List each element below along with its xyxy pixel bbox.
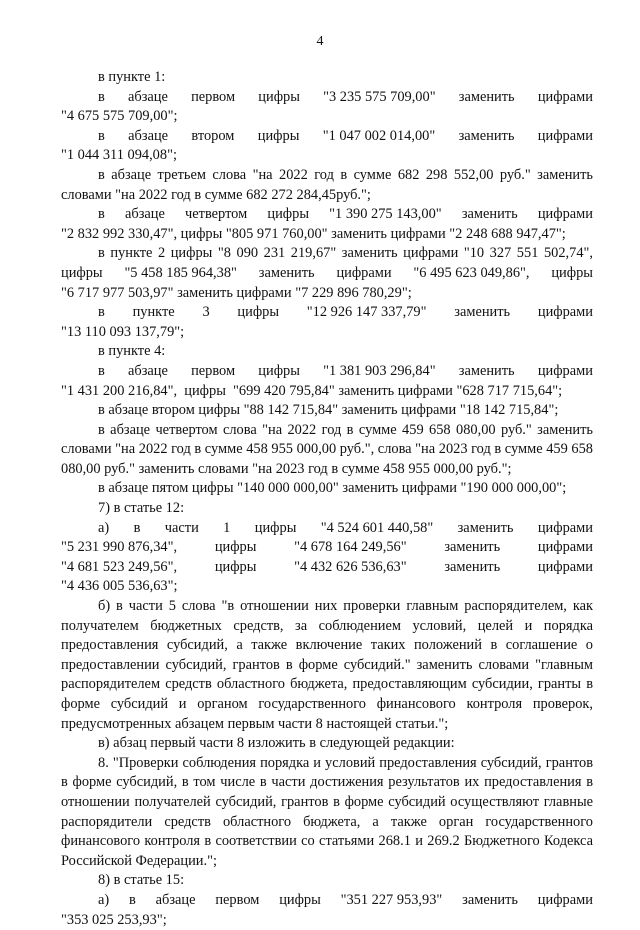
paragraph: "2 832 992 330,47", цифры "805 971 760,00" заменить цифрами "2 248 688 947,47";	[61, 225, 566, 242]
paragraph: "6 717 977 503,97" заменить цифрами "7 229 896 780,29";	[61, 284, 412, 301]
spread-line	[61, 558, 593, 578]
word: цифры	[258, 362, 300, 379]
word: "4 432 626 536,63"	[294, 558, 407, 575]
word: абзаце	[128, 362, 168, 379]
word: "4 678 164 249,56"	[294, 539, 407, 556]
paragraph: в пункте 1:	[98, 69, 166, 85]
paragraph: в абзаце пятом цифры "140 000 000,00" заменить цифрами "190 000 000,00";	[98, 480, 567, 497]
word: заменить	[458, 88, 515, 105]
word: цифрами	[537, 206, 593, 223]
word: абзаце	[155, 891, 196, 908]
paragraph: в) абзац первый части 8 изложить в следующей редакции:	[98, 735, 455, 752]
word: 3	[202, 304, 210, 321]
word: цифры	[214, 558, 257, 575]
word: части	[164, 519, 199, 536]
word: в	[98, 127, 105, 144]
paragraph: "353 025 253,93";	[61, 911, 167, 928]
spread-line	[61, 88, 593, 108]
word: а)	[98, 519, 110, 536]
paragraph: в пункте 4:	[98, 343, 166, 360]
word: "5 458 185 964,38"	[124, 264, 237, 281]
page-number: 4	[316, 34, 324, 49]
spread-line	[61, 205, 593, 225]
word: цифрами	[537, 891, 593, 908]
word: первом	[215, 891, 260, 908]
word: а)	[98, 891, 110, 908]
word: цифры	[214, 539, 257, 556]
word: заменить	[462, 891, 518, 908]
word: цифры	[279, 891, 321, 908]
paragraph: "13 110 093 137,79";	[61, 323, 185, 340]
word: цифрами	[336, 264, 392, 281]
word: "4 681 523 249,56",	[61, 558, 178, 575]
word: абзаце	[124, 206, 165, 223]
word: четвертом	[185, 206, 248, 223]
paragraph: 8) в статье 15:	[98, 872, 185, 889]
paragraph: 8. "Проверки соблюдения порядка и условий предоставления субсидий, грантов в форме субсидий, в том числе в части достижения результатов их предоставления в отношении получателей субсидий, грантов в форме субсидий осуществляют главные распорядители средств областного бюджета, а также орган государственного финансового контроля в соответствии со статьями 268.1 и 269.2 Бюджетного Кодекса Российской Федерации.";	[61, 754, 593, 869]
word: цифры	[237, 304, 280, 321]
word: в	[98, 304, 105, 321]
word: цифрами	[537, 304, 593, 321]
word: втором	[191, 127, 235, 144]
word: "6 495 623 049,86",	[413, 264, 530, 281]
word: цифрами	[537, 127, 593, 144]
word: заменить	[454, 304, 511, 321]
word: заменить	[458, 127, 515, 144]
spread-line	[61, 519, 593, 539]
paragraph: в пункте 2 цифры "8 090 231 219,67" заменить цифрами "10 327 551 502,74",	[98, 245, 593, 262]
spread-line	[61, 127, 593, 147]
spread-line	[61, 362, 593, 382]
paragraph: "4 436 005 536,63";	[61, 578, 178, 595]
word: "1 390 275 143,00"	[329, 206, 442, 223]
word: цифрами	[537, 88, 593, 105]
document-body	[61, 68, 593, 930]
word: в	[129, 891, 136, 908]
word: заменить	[444, 558, 501, 575]
word: "1 381 903 296,84"	[323, 362, 436, 379]
paragraph: б) в части 5 слова "в отношении них проверки главным распорядителем, как получателем бюджетных средств, за соблюдением условий, целей и порядка предоставления субсидий, а также включение таких положений в соглашение о предоставлении субсидий, грантов в форме субсидий." заменить словами "главным распорядителем средств областного бюджета, предоставляющим субсидии, гранты в форме субсидий и органом государственного финансового контроля проверок, предусмотренных абзацем первым части 8 настоящей статьи.";	[61, 598, 593, 732]
paragraph: "4 675 575 709,00";	[61, 108, 178, 125]
word: цифры	[254, 519, 297, 536]
spread-line	[61, 264, 593, 284]
word: "5 231 990 876,34",	[61, 539, 178, 556]
spread-line	[61, 303, 593, 323]
paragraph: в абзаце четвертом слова "на 2022 год в сумме 459 658 080,00 руб." заменить словами "на 2022 год в сумме 458 955 000,00 руб.", слова "на 2023 год в сумме 459 658 080,00 руб." заменить словами "на 2023 год в сумме 458 955 000,00 руб.";	[61, 421, 593, 477]
word: абзаце	[128, 88, 168, 105]
word: заменить	[457, 519, 514, 536]
word: 1	[223, 519, 231, 536]
word: первом	[191, 362, 236, 379]
word: заменить	[461, 206, 518, 223]
word: "3 235 575 709,00"	[323, 88, 436, 105]
word: цифры	[267, 206, 309, 223]
word: в	[133, 519, 141, 536]
paragraph: в абзаце третьем слова "на 2022 год в сумме 682 298 552,00 руб." заменить словами "на 2022 год в сумме 682 272 284,45руб.";	[61, 166, 593, 203]
word: пункте	[132, 304, 175, 321]
word: абзаце	[128, 127, 169, 144]
spread-line	[61, 538, 593, 558]
word: "4 524 601 440,58"	[320, 519, 434, 536]
word: в	[98, 206, 105, 223]
paragraph: "1 431 200 216,84", цифры "699 420 795,84" заменить цифрами "628 717 715,64";	[61, 382, 563, 399]
word: заменить	[458, 362, 515, 379]
paragraph: в абзаце втором цифры "88 142 715,84" заменить цифрами "18 142 715,84";	[98, 402, 559, 419]
word: цифрами	[537, 362, 593, 379]
word: цифры	[258, 88, 300, 105]
spread-line	[61, 891, 593, 911]
word: цифры	[257, 127, 300, 144]
word: "351 227 953,93"	[340, 891, 443, 908]
word: в	[98, 362, 105, 379]
word: первом	[191, 88, 236, 105]
word: заменить	[258, 264, 315, 281]
word: цифрами	[537, 539, 593, 556]
word: цифры	[61, 264, 103, 281]
paragraph: "1 044 311 094,08";	[61, 147, 177, 164]
word: цифрами	[537, 519, 593, 536]
word: в	[98, 88, 105, 105]
word: заменить	[444, 539, 501, 556]
word: цифрами	[537, 558, 593, 575]
word: цифры	[551, 264, 593, 281]
word: "12 926 147 337,79"	[306, 304, 427, 321]
paragraph: 7) в статье 12:	[98, 500, 185, 517]
word: "1 047 002 014,00"	[322, 127, 436, 144]
